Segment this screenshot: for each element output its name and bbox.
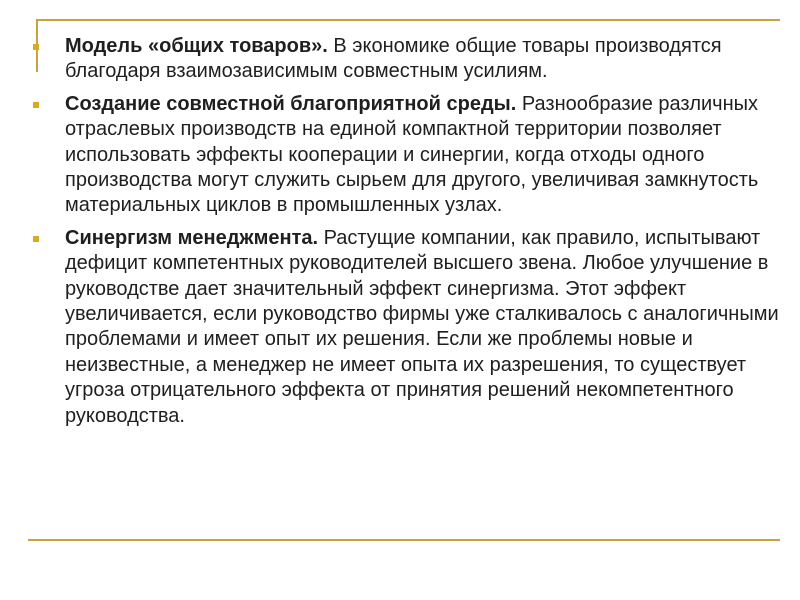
bullet-text: Разнообразие различных отраслевых производств на единой компактной территории позволяет использовать эффекты кооперации и синергии, когда отходы одного производства могут служить сырьем для другого, увеличивая замкнутость материальных циклов в промышленных узлах. bbox=[65, 92, 759, 217]
bullet-item-management-synergy bbox=[30, 226, 780, 429]
bullet-item-common-goods bbox=[30, 34, 780, 85]
square-bullet-icon bbox=[33, 236, 39, 242]
top-decorative-rule bbox=[36, 19, 780, 21]
bottom-decorative-rule bbox=[28, 539, 780, 541]
bullet-item-shared-environment bbox=[30, 92, 780, 219]
slide-content bbox=[30, 34, 780, 436]
bullet-text: Растущие компании, как правило, испытывают дефицит компетентных руководителей высшего звена. Любое улучшение в руководстве дает значительный эффект синергизма. Этот эффект увеличивается, если руководство фирмы уже сталкивалось с аналогичными проблемами и имеет опыт их решения. Если же проблемы новые и неизвестные, а менеджер не имеет опыта их разрешения, то существует угроза отрицательного эффекта от принятия решений некомпетентного руководства. bbox=[65, 226, 779, 427]
square-bullet-icon bbox=[33, 44, 39, 50]
bullet-title: Синергизм менеджмента. bbox=[65, 226, 319, 249]
bullet-title: Создание совместной благоприятной среды. bbox=[65, 92, 517, 115]
bullet-title: Модель «общих товаров». bbox=[65, 35, 328, 57]
square-bullet-icon bbox=[33, 102, 39, 108]
bullet-text: В экономике общие товары производятся благодаря взаимозависимым совместным усилиям. bbox=[65, 35, 722, 83]
